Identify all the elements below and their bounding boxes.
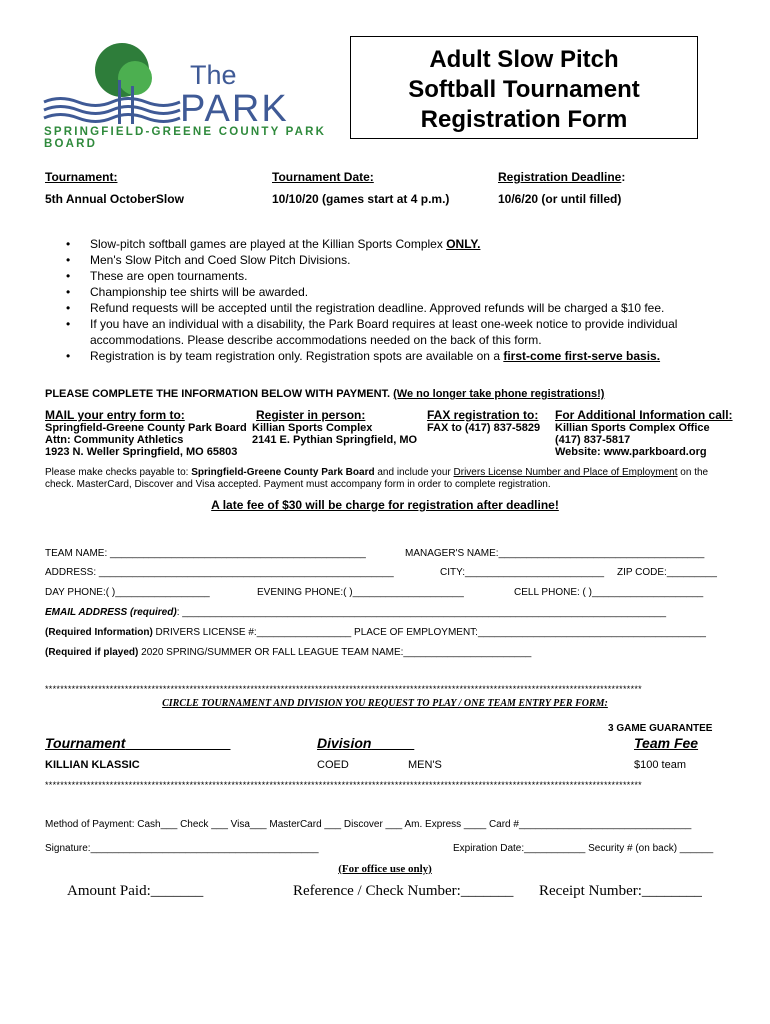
list-item: • Refund requests will be accepted until the registration deadline. Approved refunds will be charged a $10 fee. [66, 301, 665, 315]
rule-text: These are open tournaments. [90, 269, 248, 283]
email-line: : _______________________________________________________________________________________ [176, 607, 667, 618]
logo-board-text: SPRINGFIELD-GREENE COUNTY PARK BOARD [44, 126, 327, 150]
complete-text: PLEASE COMPLETE THE INFORMATION BELOW WITH PAYMENT. [45, 388, 394, 400]
info-line-1: Killian Sports Complex Office [555, 422, 710, 434]
tournament-value: 5th Annual OctoberSlow [45, 192, 184, 206]
list-item: • Men's Slow Pitch and Coed Slow Pitch Divisions. [66, 253, 351, 267]
checks-note [45, 467, 708, 478]
rule-text: Slow-pitch softball games are played at the Killian Sports Complex [90, 237, 447, 251]
signature-field[interactable]: Signature:_________________________________________ [45, 843, 319, 854]
in-person-header: Register in person: [256, 408, 366, 422]
mail-header: MAIL your entry form to: [45, 408, 185, 422]
team-fee-value: $100 team [634, 759, 686, 771]
city-field[interactable]: CITY:_________________________ [440, 567, 605, 578]
rule-text: Registration is by team registration only. Registration spots are available on a [90, 349, 504, 363]
rule-emphasis: ONLY. [446, 237, 481, 251]
day-phone-field[interactable]: DAY PHONE:( )_________________ [45, 587, 210, 598]
checks-required-info: Drivers License Number and Place of Employment [453, 467, 678, 478]
deadline-label-colon: : [621, 170, 626, 184]
mail-line-1: Springfield-Greene County Park Board [45, 422, 247, 434]
division-column-header [317, 735, 414, 751]
info-line-2: (417) 837-5817 [555, 434, 631, 446]
tree-logo-icon [40, 40, 190, 125]
no-phone-note: (We no longer take phone registrations!) [393, 388, 605, 400]
title-line-3: Registration Form [420, 106, 628, 133]
league-team-field[interactable] [45, 647, 531, 658]
mail-line-3: 1923 N. Weller Springfield, MO 65803 [45, 446, 238, 458]
division-coed[interactable]: COED [317, 759, 349, 771]
checks-text-c: and include your [374, 467, 454, 478]
league-team-text: 2020 SPRING/SUMMER OR FALL LEAGUE TEAM NAME:_______________________ [138, 647, 532, 658]
tournament-date-value: 10/10/20 (games start at 4 p.m.) [272, 192, 450, 206]
checks-text-a: Please make checks payable to: [45, 467, 192, 478]
team-fee-column-header: Team Fee [634, 735, 699, 751]
division-mens[interactable]: MEN'S [408, 759, 442, 771]
reference-number-field[interactable]: Reference / Check Number:_______ [293, 883, 514, 899]
tournament-label: Tournament: [45, 170, 118, 184]
tournament-header-blank: _____________ [125, 735, 231, 751]
form-title [350, 36, 698, 139]
fax-line-1: FAX to (417) 837-5829 [427, 422, 541, 434]
amount-paid-field[interactable]: Amount Paid:_______ [67, 883, 204, 899]
info-column [555, 408, 733, 458]
separator-stars-bottom: ************************************************************************************************************************************************************* [45, 780, 642, 790]
rule-text-continued: accommodations. Please describe accommodations needed on the back of this form. [90, 333, 542, 347]
title-line-2: Softball Tournament [408, 76, 640, 103]
drivers-license-text: DRIVERS LICENSE #:_________________ PLACE OF EMPLOYMENT:_________________________________________ [152, 627, 706, 638]
checks-note-line-2: check. MasterCard, Discover and Visa accepted. Payment must accompany form in order to complete registration. [45, 479, 551, 490]
office-use-label: (For office use only) [338, 863, 432, 875]
deadline-label-text: Registration Deadline [498, 170, 622, 184]
required-if-played-label: (Required if played) [45, 647, 139, 658]
circle-instructions: CIRCLE TOURNAMENT AND DIVISION YOU REQUEST TO PLAY / ONE TEAM ENTRY PER FORM: [162, 698, 608, 709]
expiration-security-field[interactable]: Expiration Date:___________ Security # (on back) ______ [453, 843, 714, 854]
mail-line-2: Attn: Community Athletics [45, 434, 184, 446]
rule-text: Championship tee shirts will be awarded. [90, 285, 309, 299]
mail-column [45, 408, 247, 458]
logo-the-text: The [190, 60, 237, 90]
tournament-name[interactable]: KILLIAN KLASSIC [45, 759, 140, 771]
separator-stars-top: ************************************************************************************************************************************************************* [45, 684, 642, 694]
in-person-line-2: 2141 E. Pythian Springfield, MO [252, 434, 418, 446]
tournament-column-header [45, 735, 230, 751]
list-item: • These are open tournaments. [66, 269, 248, 283]
title-line-1: Adult Slow Pitch [429, 46, 619, 73]
checks-text-e: on the [677, 467, 709, 478]
game-guarantee: 3 GAME GUARANTEE [608, 723, 713, 734]
logo-park-text: PARK [180, 88, 289, 130]
in-person-line-1: Killian Sports Complex [252, 422, 373, 434]
receipt-number-field[interactable]: Receipt Number:________ [539, 883, 702, 899]
division-header-text: Division [317, 735, 372, 751]
team-name-field[interactable]: TEAM NAME: ______________________________________________ [45, 548, 366, 559]
list-item: • Championship tee shirts will be awarded. [66, 285, 309, 299]
info-line-3: Website: www.parkboard.org [555, 446, 707, 458]
list-item: • Slow-pitch softball games are played at the Killian Sports Complex ONLY. [66, 237, 481, 251]
late-fee-notice: A late fee of $30 will be charge for registration after deadline! [211, 498, 559, 512]
fax-header: FAX registration to: [427, 408, 539, 422]
registration-deadline-label [498, 170, 625, 184]
park-board-logo [40, 40, 330, 150]
fax-column [427, 408, 540, 434]
manager-name-field[interactable]: MANAGER'S NAME:_____________________________________ [405, 548, 705, 559]
evening-phone-field[interactable]: EVENING PHONE:( )____________________ [257, 587, 464, 598]
division-header-blank: _____ [371, 735, 415, 751]
email-label: EMAIL ADDRESS (required) [45, 607, 177, 618]
address-field[interactable]: ADDRESS: _____________________________________________________ [45, 567, 394, 578]
drivers-license-field[interactable] [45, 627, 706, 638]
list-item: • Registration is by team registration only. Registration spots are available on a first-come first-serve basis. [66, 349, 661, 363]
in-person-column [252, 408, 417, 446]
method-of-payment-field[interactable]: Method of Payment: Cash___ Check ___ Visa___ MasterCard ___ Discover ___ Am. Express ____ Card #_______________________________ [45, 819, 692, 830]
rule-text: Men's Slow Pitch and Coed Slow Pitch Divisions. [90, 253, 351, 267]
tournament-header-text: Tournament [45, 735, 126, 751]
tournament-date-label: Tournament Date: [272, 170, 374, 184]
email-field[interactable] [45, 607, 666, 618]
rule-text: Refund requests will be accepted until the registration deadline. Approved refunds will be charged a $10 fee. [90, 301, 665, 315]
registration-deadline-value: 10/6/20 (or until filled) [498, 192, 622, 206]
zip-field[interactable]: ZIP CODE:_________ [617, 567, 717, 578]
complete-instructions [45, 388, 604, 400]
info-header: For Additional Information call: [555, 408, 733, 422]
rule-text: If you have an individual with a disability, the Park Board requires at least one-week notice to provide individual [90, 317, 678, 331]
rules-list [64, 236, 724, 364]
rule-emphasis: first-come first-serve basis. [503, 349, 661, 363]
checks-payee: Springfield-Greene County Park Board [191, 467, 375, 478]
required-info-label: (Required Information) [45, 627, 153, 638]
cell-phone-field[interactable]: CELL PHONE: ( )____________________ [514, 587, 704, 598]
list-item: • If you have an individual with a disability, the Park Board requires at least one-week notice to provide individual accommodations. Please describe accommodations needed on the back of this form. [66, 317, 678, 347]
